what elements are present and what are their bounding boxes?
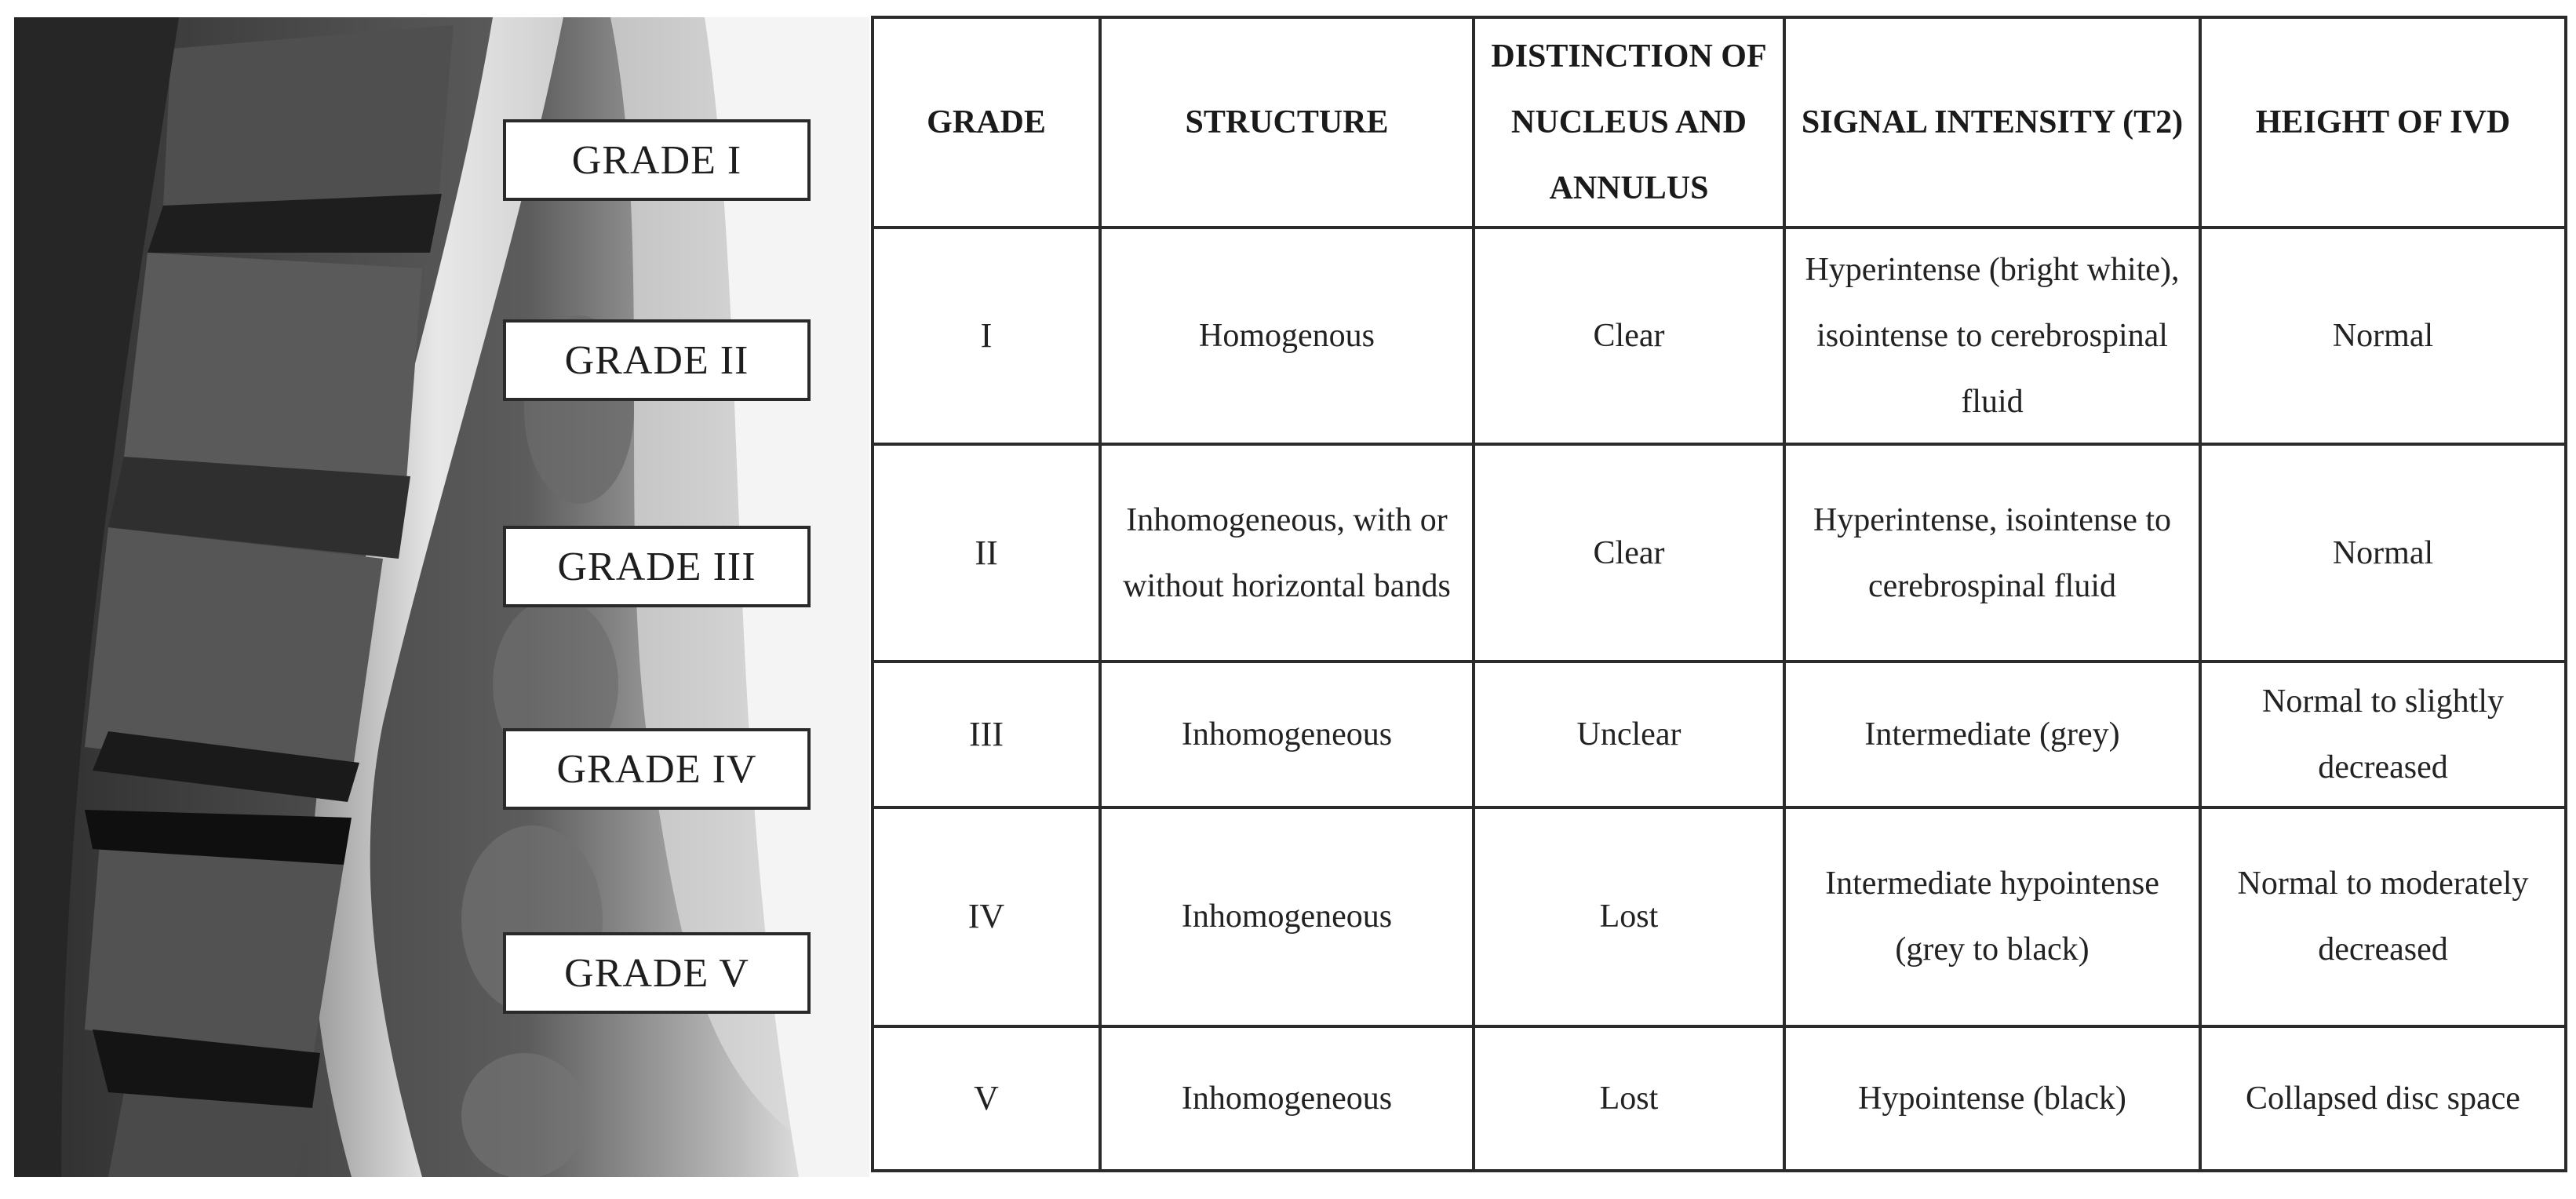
pfirrmann-grading-table xyxy=(871,16,2567,1172)
grade-label-3: GRADE III xyxy=(503,526,811,607)
cell-signal: Hyperintense (bright white), isointense to cerebrospinal fluid xyxy=(1784,228,2200,444)
cell-signal: Intermediate (grey) xyxy=(1784,661,2200,807)
cell-distinction: Lost xyxy=(1474,807,1784,1026)
header-grade: GRADE xyxy=(873,17,1100,228)
cell-grade: I xyxy=(873,228,1100,444)
grade-label-5: GRADE V xyxy=(503,932,811,1014)
cell-signal: Intermediate hypointense (grey to black) xyxy=(1784,807,2200,1026)
table-row xyxy=(873,444,2566,661)
cell-structure: Inhomogeneous xyxy=(1100,1026,1474,1171)
header-structure: STRUCTURE xyxy=(1100,17,1474,228)
cell-height: Normal xyxy=(2200,444,2566,661)
grade-label-4: GRADE IV xyxy=(503,728,811,810)
cell-grade: III xyxy=(873,661,1100,807)
table-row xyxy=(873,228,2566,444)
cell-structure: Inhomogeneous xyxy=(1100,807,1474,1026)
cell-structure: Homogenous xyxy=(1100,228,1474,444)
table-row xyxy=(873,1026,2566,1171)
cell-signal: Hyperintense, isointense to cerebrospinal fluid xyxy=(1784,444,2200,661)
cell-distinction: Clear xyxy=(1474,444,1784,661)
grade-label-2: GRADE II xyxy=(503,319,811,401)
cell-distinction: Clear xyxy=(1474,228,1784,444)
grade-label-1: GRADE I xyxy=(503,119,811,201)
cell-distinction: Lost xyxy=(1474,1026,1784,1171)
cell-signal: Hypointense (black) xyxy=(1784,1026,2200,1171)
header-distinction: DISTINCTION OF NUCLEUS AND ANNULUS xyxy=(1474,17,1784,228)
cell-structure: Inhomogeneous xyxy=(1100,661,1474,807)
cell-structure: Inhomogeneous, with or without horizontal bands xyxy=(1100,444,1474,661)
cell-distinction: Unclear xyxy=(1474,661,1784,807)
cell-height: Collapsed disc space xyxy=(2200,1026,2566,1171)
cell-height: Normal to moderately decreased xyxy=(2200,807,2566,1026)
table-row xyxy=(873,661,2566,807)
header-signal-intensity: SIGNAL INTENSITY (T2) xyxy=(1784,17,2200,228)
cell-height: Normal xyxy=(2200,228,2566,444)
cell-grade: IV xyxy=(873,807,1100,1026)
table-row xyxy=(873,807,2566,1026)
header-height-ivd: HEIGHT OF IVD xyxy=(2200,17,2566,228)
cell-height: Normal to slightly decreased xyxy=(2200,661,2566,807)
mri-spine-image xyxy=(14,17,869,1177)
cell-grade: II xyxy=(873,444,1100,661)
table-header-row xyxy=(873,17,2566,228)
cell-grade: V xyxy=(873,1026,1100,1171)
